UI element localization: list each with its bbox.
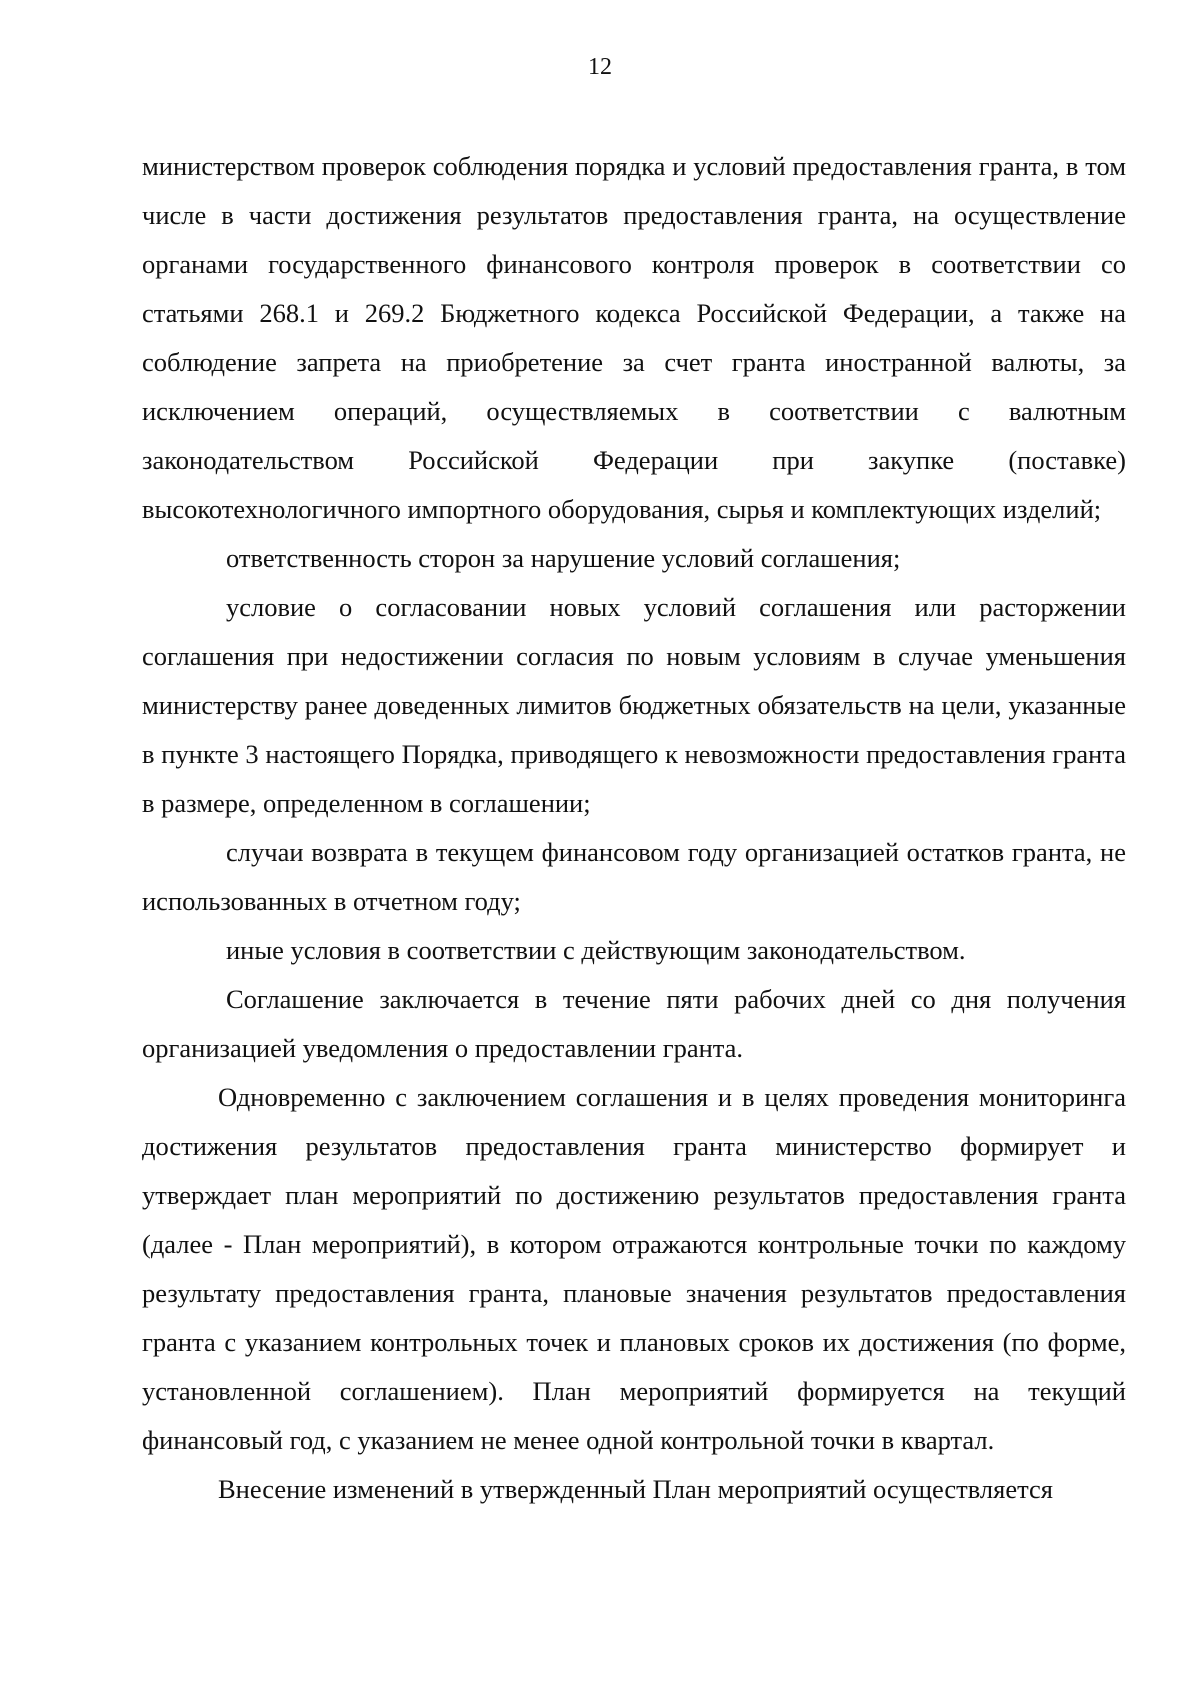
paragraph-new-conditions: условие о согласовании новых условий соглашения или расторжении соглашения при недостижении согласия по новым условиям в случае уменьшения министерству ранее доведенных лимитов бюджетных обязательств на цели, указанные в пункте 3 настоящего Порядка, приводящего к невозможности предоставления гранта в размере, определенном в соглашении;: [142, 592, 1126, 818]
paragraph-refund-cases: случаи возврата в текущем финансовом году организацией остатков гранта, не использованных в отчетном году;: [142, 837, 1126, 916]
paragraph-liability: ответственность сторон за нарушение условий соглашения;: [226, 543, 901, 573]
page-number: 12: [588, 54, 612, 80]
paragraph-agreement-term: Соглашение заключается в течение пяти рабочих дней со дня получения организацией уведомления о предоставлении гранта.: [142, 984, 1126, 1063]
paragraph-other-conditions: иные условия в соответствии с действующим законодательством.: [226, 935, 966, 965]
document-body: [142, 142, 1126, 1514]
paragraph-plan-changes: Внесение изменений в утвержденный План мероприятий осуществляется: [218, 1474, 1053, 1504]
paragraph-inspection-consent: министерством проверок соблюдения порядка и условий предоставления гранта, в том числе в части достижения результатов предоставления гранта, на осуществление органами государственного финансового контроля проверок в соответствии со статьями 268.1 и 269.2 Бюджетного кодекса Российской Федерации, а также на соблюдение запрета на приобретение за счет гранта иностранной валюты, за исключением операций, осуществляемых в соответствии с валютным законодательством Российской Федерации при закупке (поставке) высокотехнологичного импортного оборудования, сырья и комплектующих изделий;: [142, 151, 1126, 524]
paragraph-action-plan: Одновременно с заключением соглашения и в целях проведения мониторинга достижения результатов предоставления гранта министерство формирует и утверждает план мероприятий по достижению результатов предоставления гранта (далее - План мероприятий), в котором отражаются контрольные точки по каждому результату предоставления гранта, плановые значения результатов предоставления гранта с указанием контрольных точек и плановых сроков их достижения (по форме, установленной соглашением). План мероприятий формируется на текущий финансовый год, с указанием не менее одной контрольной точки в квартал.: [142, 1082, 1126, 1455]
